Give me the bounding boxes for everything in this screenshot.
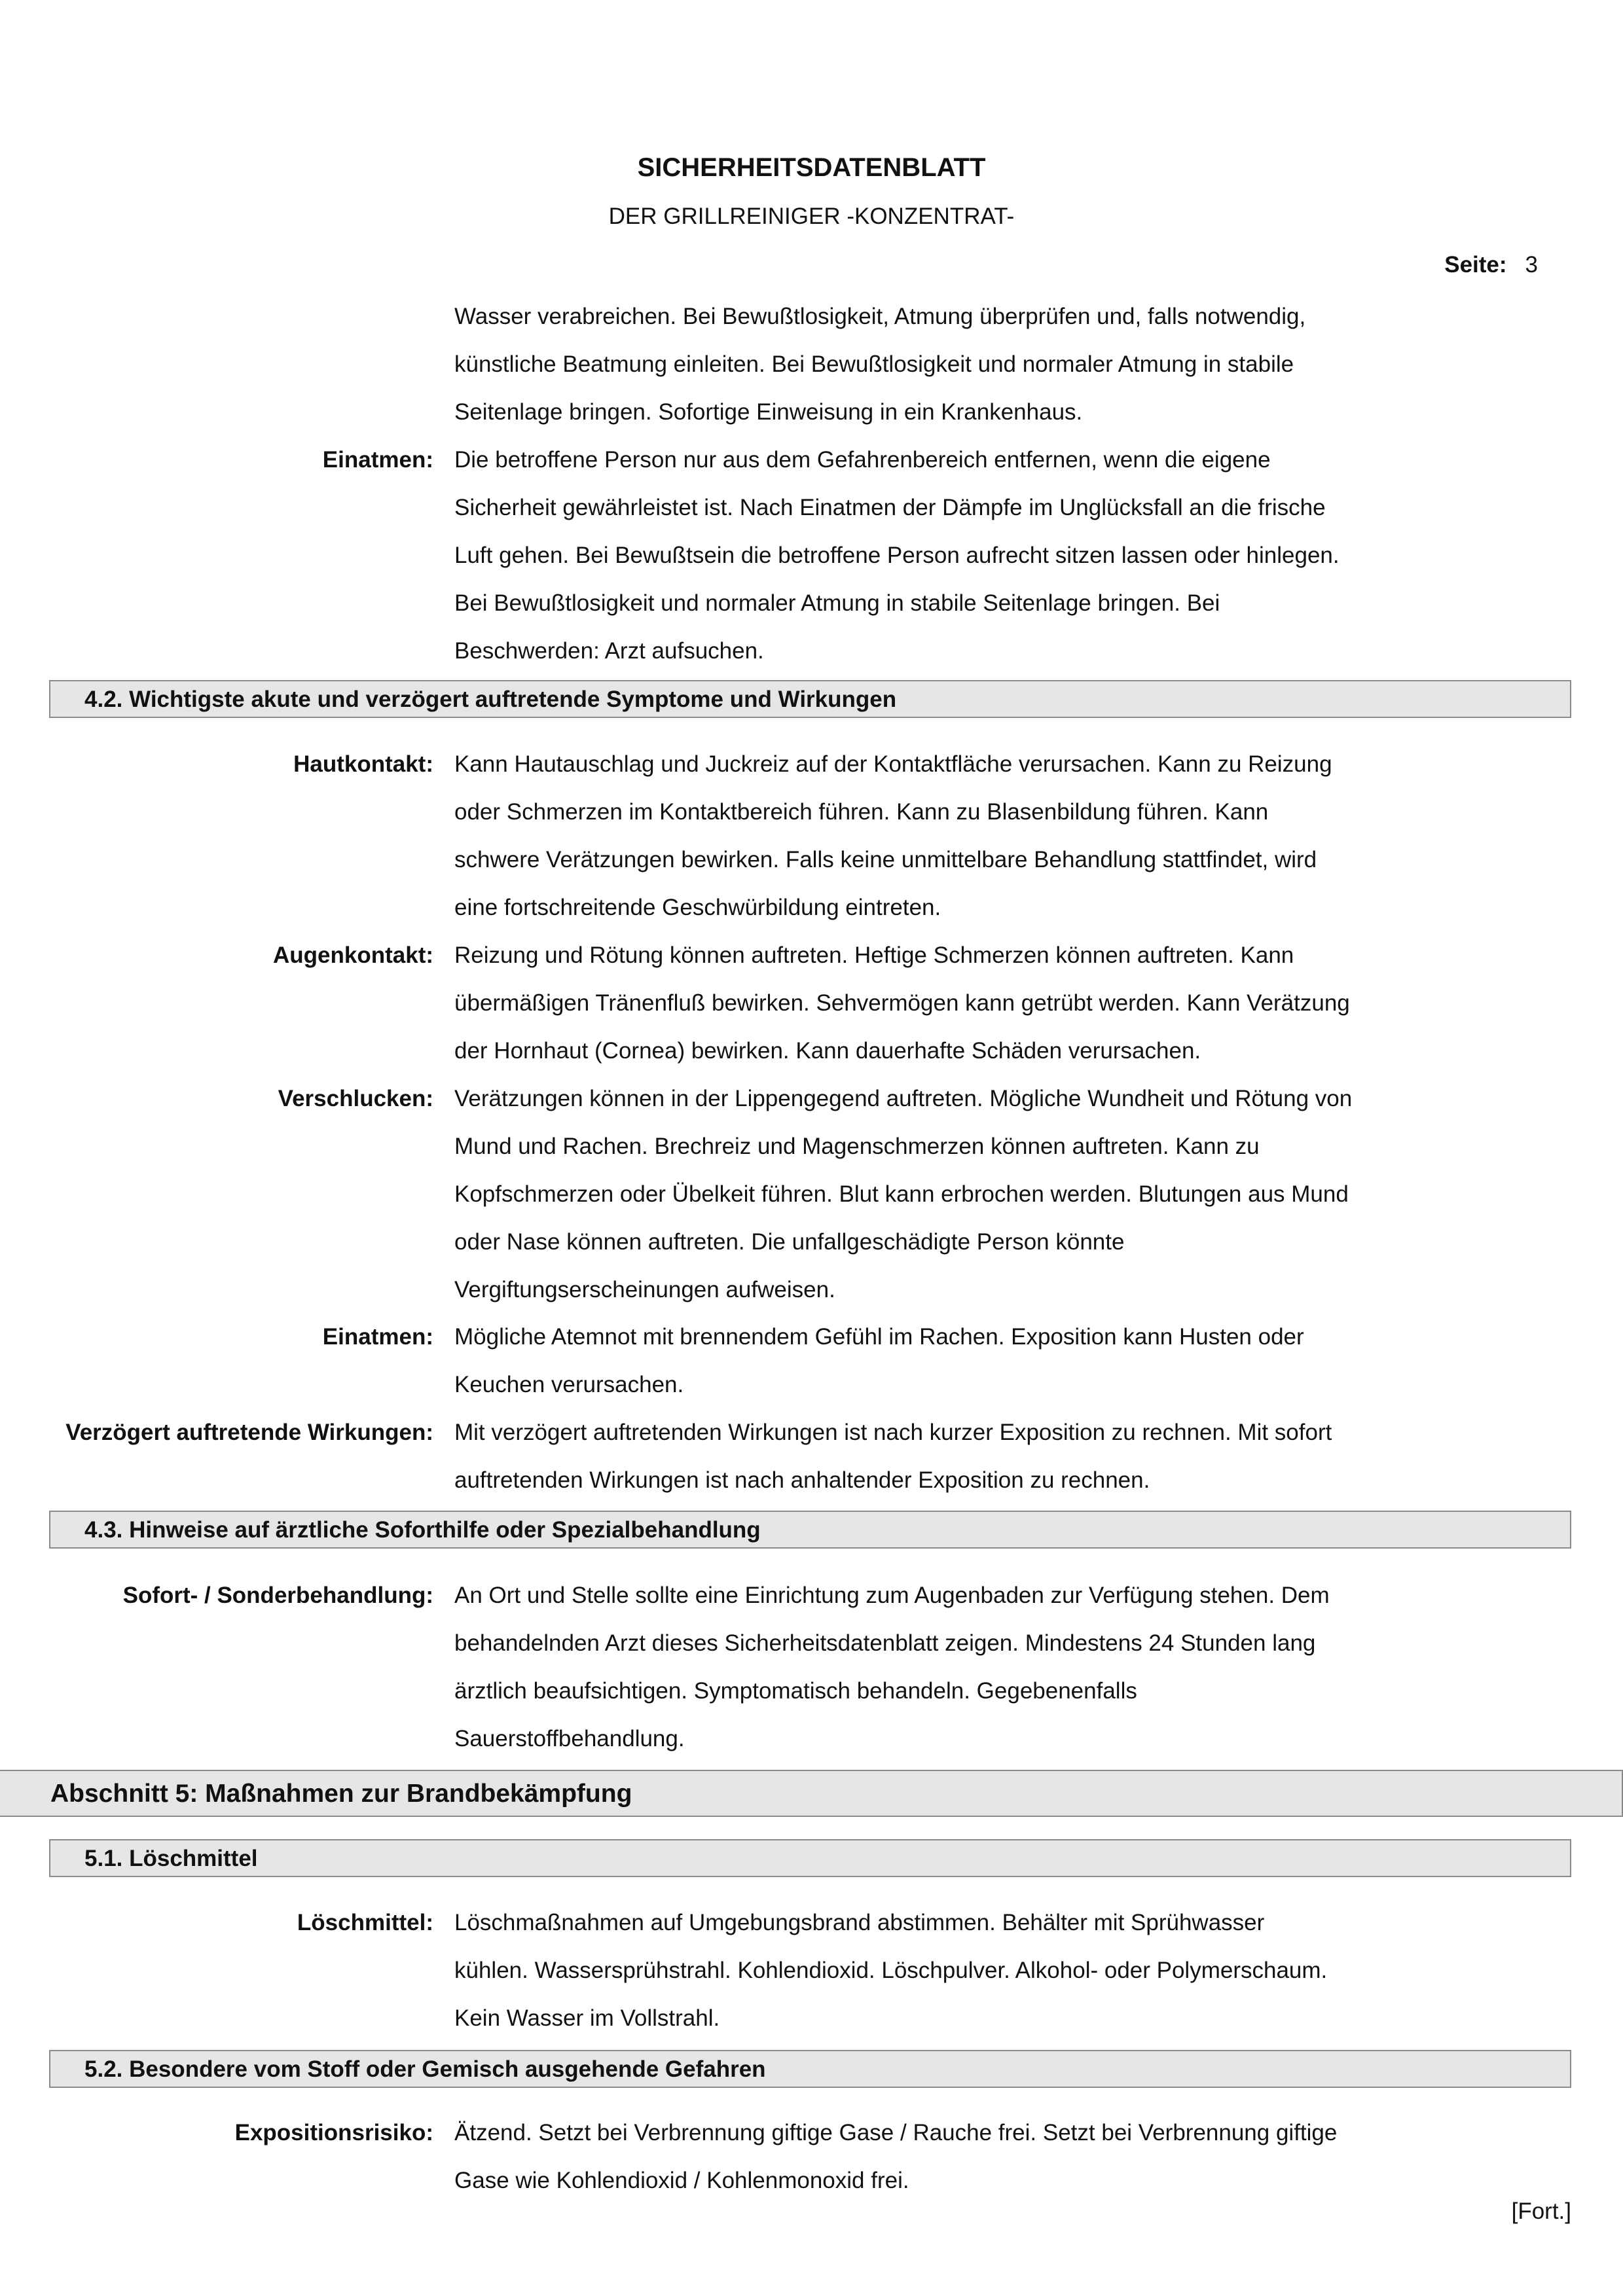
section-heading-4-2 xyxy=(49,680,1571,718)
exposure-risk-text: Ätzend. Setzt bei Verbrennung giftige Gase / Rauche frei. Setzt bei Verbrennung giftige Gase wie Kohlendioxid / Kohlenmonoxid frei. xyxy=(454,2120,1338,2193)
ingestion-label: Verschlucken: xyxy=(278,1086,433,1111)
section-heading-5 xyxy=(0,1770,1623,1817)
section-heading-5-2 xyxy=(49,2050,1571,2088)
section-heading-text: 5.2. Besondere vom Stoff oder Gemisch ausgehende Gefahren xyxy=(84,2056,766,2082)
document-title: SICHERHEITSDATENBLATT xyxy=(637,153,986,182)
page-number: 3 xyxy=(1525,252,1538,278)
section-heading-5-1 xyxy=(49,1839,1571,1877)
section-heading-text: 4.2. Wichtigste akute und verzögert auftretende Symptome und Wirkungen xyxy=(84,687,897,712)
exposure-risk-label: Expositionsrisiko: xyxy=(234,2120,433,2145)
inhalation-label: Einatmen: xyxy=(322,447,433,473)
special-treatment-label: Sofort- / Sonderbehandlung: xyxy=(122,1583,433,1608)
swallow-continued-text: Wasser verabreichen. Bei Bewußtlosigkeit, Atmung überprüfen und, falls notwendig, künstliche Beatmung einleiten. Bei Bewußtlosigkeit und normaler Atmung in stabile Seitenlage bringen. Sofortige Einweisung in ein Krankenhaus. xyxy=(454,304,1306,425)
inhalation-text: Die betroffene Person nur aus dem Gefahrenbereich entfernen, wenn die eigene Sicherheit gewährleistet ist. Nach Einatmen der Dämpfe im Unglücksfall an die frische Luft gehen. Bei Bewußtsein die betroffene Person aufrecht sitzen lassen oder hinlegen. Bei Bewußtlosigkeit und normaler Atmung in stabile Seitenlage bringen. Bei Beschwerden: Arzt aufsuchen. xyxy=(454,447,1340,664)
ingestion-text: Verätzungen können in der Lippengegend auftreten. Mögliche Wundheit und Rötung von Mund und Rachen. Brechreiz und Magenschmerzen können auftreten. Kann zu Kopfschmerzen oder Übelkeit führen. Blut kann erbrochen werden. Blutungen aus Mund oder Nase können auftreten. Die unfallgeschädigte Person könnte Vergiftungserscheinungen aufweisen. xyxy=(454,1086,1353,1302)
skin-contact-text: Kann Hautauschlag und Juckreiz auf der Kontaktfläche verursachen. Kann zu Reizung oder Schmerzen im Kontaktbereich führen. Kann zu Blasenbildung führen. Kann schwere Verätzungen bewirken. Falls keine unmittelbare Behandlung stattfindet, wird eine fortschreitende Geschwürbildung eintreten. xyxy=(454,751,1332,920)
page-label: Seite: xyxy=(1444,252,1507,278)
skin-contact-label: Hautkontakt: xyxy=(293,751,433,777)
continued-note: [Fort.] xyxy=(1511,2198,1571,2224)
extinguishing-media-text: Löschmaßnahmen auf Umgebungsbrand abstimmen. Behälter mit Sprühwasser kühlen. Wassersprühstrahl. Kohlendioxid. Löschpulver. Alkohol- oder Polymerschaum. Kein Wasser im Vollstrahl. xyxy=(454,1910,1328,2031)
section-heading-text: 5.1. Löschmittel xyxy=(84,1846,258,1871)
inhalation-symptoms-text: Mögliche Atemnot mit brennendem Gefühl im Rachen. Exposition kann Husten oder Keuchen verursachen. xyxy=(454,1324,1304,1397)
inhalation-symptoms-label: Einatmen: xyxy=(322,1324,433,1350)
eye-contact-label: Augenkontakt: xyxy=(273,942,433,968)
eye-contact-text: Reizung und Rötung können auftreten. Heftige Schmerzen können auftreten. Kann übermäßigen Tränenfluß bewirken. Sehvermögen kann getrübt werden. Kann Verätzung der Hornhaut (Cornea) bewirken. Kann dauerhafte Schäden verursachen. xyxy=(454,942,1350,1064)
delayed-effects-label: Verzögert auftretende Wirkungen: xyxy=(65,1420,433,1445)
section-heading-4-3 xyxy=(49,1511,1571,1549)
extinguishing-media-label: Löschmittel: xyxy=(297,1910,433,1935)
special-treatment-text: An Ort und Stelle sollte eine Einrichtung zum Augenbaden zur Verfügung stehen. Dem behandelnden Arzt dieses Sicherheitsdatenblatt zeigen. Mindestens 24 Stunden lang ärztlich beaufsichtigen. Symptomatisch behandeln. Gegebenenfalls Sauerstoffbehandlung. xyxy=(454,1583,1330,1751)
product-name: DER GRILLREINIGER -KONZENTRAT- xyxy=(608,204,1015,229)
page-indicator xyxy=(1444,251,1538,279)
section-heading-text: 4.3. Hinweise auf ärztliche Soforthilfe oder Spezialbehandlung xyxy=(84,1517,761,1543)
delayed-effects-text: Mit verzögert auftretenden Wirkungen ist nach kurzer Exposition zu rechnen. Mit sofort auftretenden Wirkungen ist nach anhaltender Exposition zu rechnen. xyxy=(454,1420,1332,1493)
section-heading-text: Abschnitt 5: Maßnahmen zur Brandbekämpfung xyxy=(50,1780,632,1808)
